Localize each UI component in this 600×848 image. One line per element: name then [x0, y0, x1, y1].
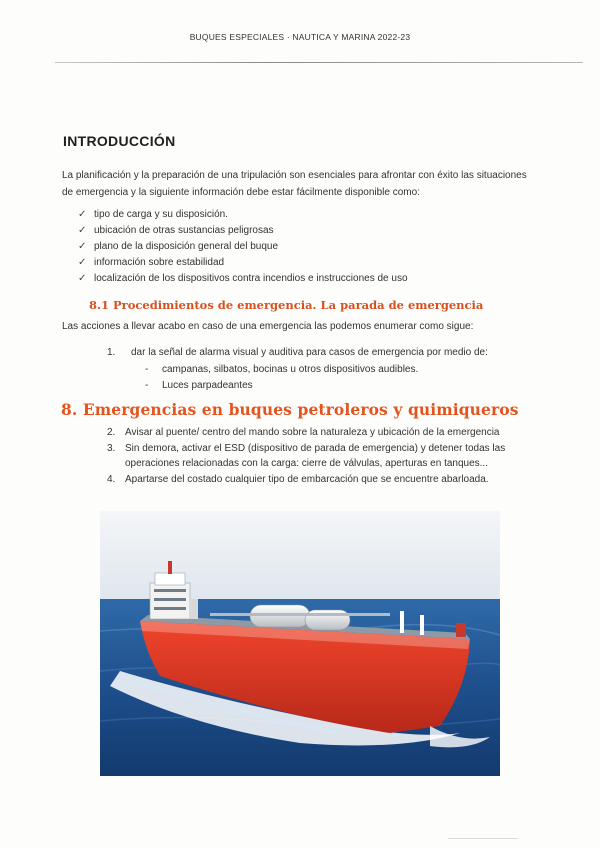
intro-checklist [78, 207, 408, 287]
list-item: ✓ información sobre estabilidad [78, 255, 408, 271]
numbered-item [107, 347, 547, 358]
checkmark-icon: ✓ [78, 241, 87, 252]
item-number: 1. [107, 347, 116, 358]
emergency-steps-list [107, 425, 507, 488]
dash-icon: - [145, 364, 149, 375]
list-item: ✓ ubicación de otras sustancias peligrosas [78, 223, 408, 239]
item-text: dar la señal de alarma visual y auditiva para casos de emergencia por medio de: [131, 347, 488, 358]
alarm-sublist [145, 362, 418, 394]
list-item: - campanas, silbatos, bocinas u otros dispositivos audibles. [145, 362, 418, 378]
checkmark-icon: ✓ [78, 209, 87, 220]
section-8-1-paragraph: Las acciones a llevar acabo en caso de una emergencia las podemos enumerar como sigue: [62, 321, 474, 332]
list-item: ✓ tipo de carga y su disposición. [78, 207, 408, 223]
list-item: 3. Sin demora, activar el ESD (dispositivo de parada de emergencia) y detener todas las operaciones relacionadas con la carga: cierre de válvulas, aperturas en tanques... [107, 443, 506, 469]
list-item: - Luces parpadeantes [145, 378, 418, 394]
ship-illustration [100, 511, 500, 776]
list-item: 4. Apartarse del costado cualquier tipo de embarcación que se encuentre abarloada. [107, 474, 489, 485]
checkmark-icon: ✓ [78, 273, 87, 284]
checkmark-icon: ✓ [78, 257, 87, 268]
list-item: ✓ plano de la disposición general del buque [78, 239, 408, 255]
intro-heading: INTRODUCCIÓN [63, 133, 176, 149]
section-8-1-heading: 8.1 Procedimientos de emergencia. La parada de emergencia [89, 298, 484, 312]
list-item: 2. Avisar al puente/ centro del mando sobre la naturaleza y ubicación de la emergencia [107, 427, 500, 438]
intro-paragraph: La planificación y la preparación de una tripulación son esenciales para afrontar con éxito las situaciones de emergencia y la siguiente información debe estar fácilmente disponible como: [62, 170, 527, 198]
section-8-heading: 8. Emergencias en buques petroleros y quimiqueros [61, 400, 519, 419]
checkmark-icon: ✓ [78, 225, 87, 236]
page-header: BUQUES ESPECIALES · NAUTICA Y MARINA 2022-23 [189, 32, 411, 42]
footer-mark [448, 838, 518, 839]
header-divider [55, 62, 583, 63]
tanker-ship-photo [100, 511, 500, 776]
dash-icon: - [145, 380, 149, 391]
list-item: ✓ localización de los dispositivos contra incendios e instrucciones de uso [78, 271, 408, 287]
